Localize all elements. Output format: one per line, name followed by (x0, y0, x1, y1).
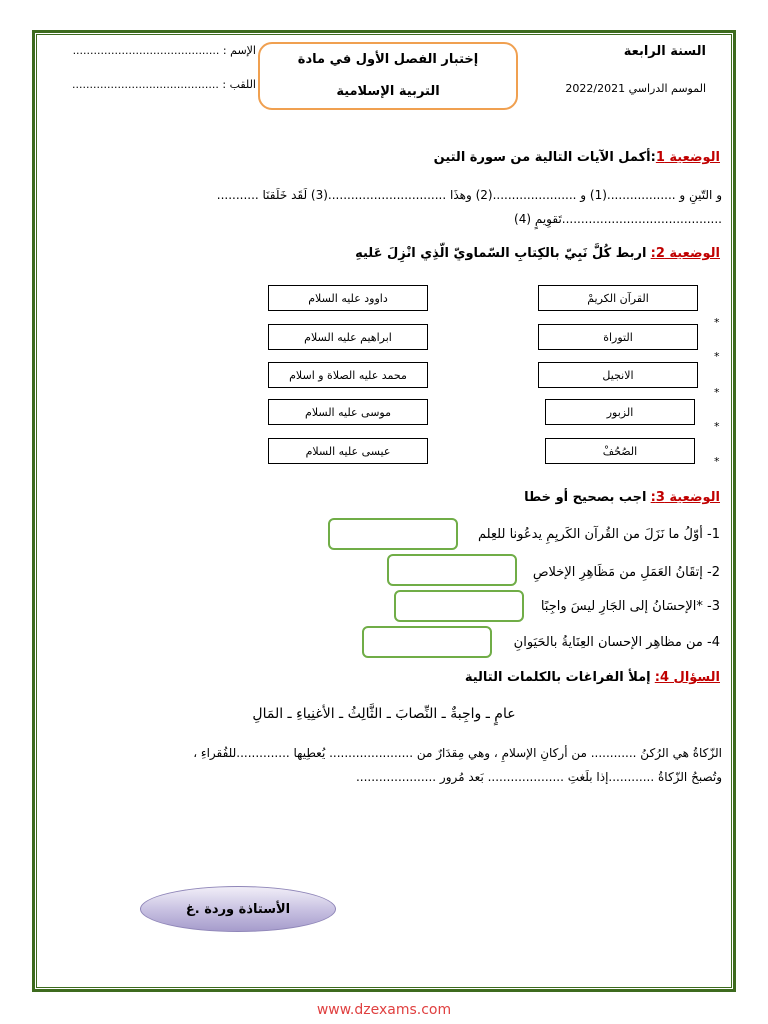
word-bank: عامٍ ـ واجِبةٌ ـ النِّصابَ ـ الثَّالِثُ ـ الأغنِياءِ ـ المَالِ (252, 706, 516, 722)
section2-label: الوضعية 2: (650, 246, 720, 261)
grade-label: السنة الرابعة (623, 44, 706, 59)
section2-heading (355, 246, 720, 261)
statement-1: 1- أوّلُ ما نَزَلَ من القُرآن الكَريِمِ يدعُونا للعِلم (477, 527, 720, 542)
book-box: القرآن الكريمْ (538, 285, 698, 311)
bullet-marker: * (714, 386, 720, 399)
section4-title: إملأ الفراغات بالكلمات التالية (464, 670, 651, 685)
bullet-marker: * (714, 316, 720, 329)
site-watermark: www.dzexams.com (316, 1002, 452, 1018)
bullet-marker: * (714, 455, 720, 468)
teacher-name-badge (140, 886, 336, 932)
book-box: الزبور (545, 399, 695, 425)
book-box: الصُحُفْ (545, 438, 695, 464)
answer-box-1[interactable] (328, 518, 458, 550)
statement-2: 2- إتقَانُ العَمَلِ من مَظَاهِرِ الإخلاصِ (532, 565, 720, 580)
prophet-box: عيسى عليه السلام (268, 438, 428, 464)
book-box: التوراة (538, 324, 698, 350)
surname-field: اللقب : .......................................... (72, 78, 256, 91)
section4-line2: وتُصبحُ الزّكاةُ ............إذا بلَغتِ .................... بَعد مُرور ..................... (355, 770, 722, 784)
prophet-box: داوود عليه السلام (268, 285, 428, 311)
exam-title-line1: إختبار الفصل الأول في مادة (297, 52, 479, 67)
page-border-inner (36, 34, 732, 988)
section1-line1: و التّينِ و ..................(1) و ......................(2) وهذَا ...............................(3) لَقَد خَلَقنَا ........... (216, 188, 722, 202)
bullet-marker: * (714, 420, 720, 433)
book-box: الانجيل (538, 362, 698, 388)
bullet-marker: * (714, 350, 720, 363)
exam-title-line2: التربية الإسلامية (336, 84, 440, 99)
answer-box-4[interactable] (362, 626, 492, 658)
prophet-box: موسى عليه السلام (268, 399, 428, 425)
section2-title: اربط كُلَّ نَبِيّ بالكِتابِ السّماويّ الّذِي انْزِلَ عَليهِ (355, 246, 647, 261)
section4-heading (465, 670, 720, 685)
statement-3: 3- *الإحسَانُ إلى الجَارِ ليسَ واجِبًا (540, 599, 720, 614)
section3-heading (524, 490, 720, 505)
answer-box-2[interactable] (387, 554, 517, 586)
section1-label: الوضعية 1 (655, 150, 720, 165)
answer-box-3[interactable] (394, 590, 524, 622)
prophet-box: محمد عليه الصلاة و اسلام (268, 362, 428, 388)
section4-label: السؤال 4: (654, 670, 720, 685)
section1-line2: ..........................................تَقوِيمٍ (4) (514, 212, 722, 226)
name-field: الإسم : .......................................... (72, 44, 256, 57)
section1-title: :أكمل الآيات التالية من سورة التين (433, 150, 656, 165)
section3-title: اجب بصحيح أو خطا (524, 490, 647, 505)
prophet-box: ابراهيم عليه السلام (268, 324, 428, 350)
school-year: الموسم الدراسي 2022/2021 (565, 82, 706, 95)
statement-4: 4- من مظاهِر الإحسان العِنَايةُ بالحَيَوانِ (513, 635, 720, 650)
teacher-name: الأستاذة وردة .غ (185, 901, 291, 917)
section3-label: الوضعية 3: (650, 490, 720, 505)
section4-line1: الزّكاةُ هي الرُكنُ ............ من أركانِ الإسلامِ ، وهي مِقدَارٌ من ...................... يُعطِيها ..............للفُقراءِ ، (193, 746, 722, 760)
section1-heading (434, 150, 720, 165)
